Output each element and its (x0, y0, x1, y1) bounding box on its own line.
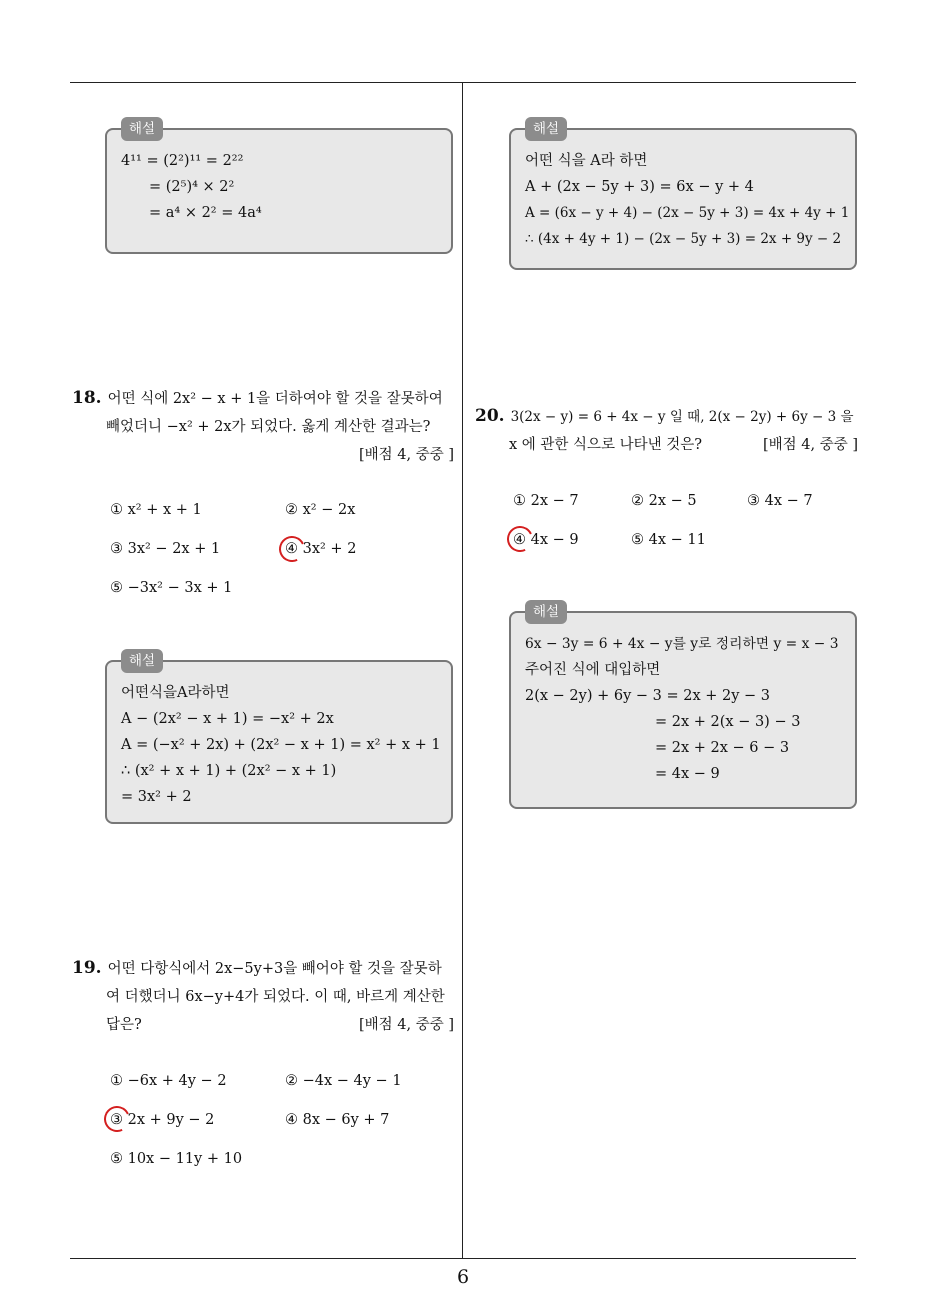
solution-tag: 해설 (525, 600, 567, 624)
choice-3[interactable]: ③ 4x − 7 (747, 493, 813, 509)
choice-5[interactable]: ⑤ 4x − 11 (631, 532, 706, 548)
question-points: [배점 4, 중중 ] (762, 437, 858, 453)
solution-line: A = (6x − y + 4) − (2x − 5y + 3) = 4x + 4y + 1 (525, 205, 850, 221)
solution-box-q19 (509, 121, 857, 270)
solution-line: = 4x − 9 (655, 766, 720, 782)
question-points: [배점 4, 중중 ] (358, 1017, 454, 1033)
question-text: 3(2x − y) = 6 + 4x − y 일 때, 2(x − 2y) + 6y − 3 을 (510, 409, 854, 425)
question-text: 어떤 식에 2x² − x + 1을 더하여야 할 것을 잘못하여 (107, 391, 443, 407)
solution-box-q20 (509, 604, 857, 809)
solution-line: 2(x − 2y) + 6y − 3 = 2x + 2y − 3 (525, 688, 771, 704)
column-divider (462, 83, 463, 1258)
solution-tag: 해설 (121, 117, 163, 141)
answer-circle-mark (503, 522, 536, 555)
question-number: 20. (475, 406, 505, 426)
choice-2[interactable]: ② −4x − 4y − 1 (285, 1073, 402, 1089)
choice-3[interactable]: ③ 2x + 9y − 2 (110, 1112, 215, 1128)
question-18 (72, 384, 454, 469)
solution-line: = 3x² + 2 (121, 789, 192, 805)
solution-line: 어떤 식을 A라 하면 (525, 153, 648, 169)
solution-tag: 해설 (525, 117, 567, 141)
page-number: 6 (456, 1266, 470, 1288)
question-text: 어떤 다항식에서 2x−5y+3을 빼어야 할 것을 잘못하 (107, 961, 442, 977)
solution-line: ∴ (4x + 4y + 1) − (2x − 5y + 3) = 2x + 9y − 2 (525, 231, 842, 247)
question-text: 여 더했더니 6x−y+4가 되었다. 이 때, 바르게 계산한 (106, 989, 445, 1005)
choice-5[interactable]: ⑤ −3x² − 3x + 1 (110, 580, 233, 596)
top-rule (70, 82, 856, 83)
solution-line: 주어진 식에 대입하면 (525, 662, 661, 678)
question-points: [배점 4, 중중 ] (358, 447, 454, 463)
solution-line: ∴ (x² + x + 1) + (2x² − x + 1) (121, 763, 337, 779)
choice-1[interactable]: ① x² + x + 1 (110, 502, 202, 518)
question-19 (72, 954, 454, 1039)
question-text: x 에 관한 식으로 나타낸 것은? (509, 437, 703, 453)
solution-line: = a⁴ × 2² = 4a⁴ (149, 205, 262, 221)
bottom-rule (70, 1258, 856, 1259)
choice-5[interactable]: ⑤ 10x − 11y + 10 (110, 1151, 243, 1167)
solution-line: A + (2x − 5y + 3) = 6x − y + 4 (525, 179, 754, 195)
choice-4[interactable]: ④ 8x − 6y + 7 (285, 1112, 390, 1128)
question-text: 답은? (106, 1017, 142, 1033)
solution-line: A = (−x² + 2x) + (2x² − x + 1) = x² + x + 1 (121, 737, 441, 753)
choice-3[interactable]: ③ 3x² − 2x + 1 (110, 541, 221, 557)
answer-circle-mark (275, 532, 308, 565)
choice-1[interactable]: ① −6x + 4y − 2 (110, 1073, 227, 1089)
question-number: 19. (72, 958, 102, 978)
choice-1[interactable]: ① 2x − 7 (513, 493, 579, 509)
solution-box-q18 (105, 653, 453, 824)
question-number: 18. (72, 388, 102, 408)
question-text: 빼었더니 −x² + 2x가 되었다. 옳게 계산한 결과는? (106, 419, 431, 435)
question-20 (475, 402, 858, 459)
choice-4[interactable]: ④ 3x² + 2 (285, 541, 357, 557)
choice-2[interactable]: ② x² − 2x (285, 502, 356, 518)
choice-4[interactable]: ④ 4x − 9 (513, 532, 579, 548)
solution-box-q17 (105, 121, 453, 254)
solution-line: = 2x + 2x − 6 − 3 (655, 740, 790, 756)
solution-line: 어떤식을A라하면 (121, 685, 230, 701)
answer-circle-mark (100, 1102, 133, 1135)
solution-line: = 2x + 2(x − 3) − 3 (655, 714, 801, 730)
solution-tag: 해설 (121, 649, 163, 673)
solution-line: = (2⁵)⁴ × 2² (149, 179, 235, 195)
solution-line: 6x − 3y = 6 + 4x − y를 y로 정리하면 y = x − 3 (525, 636, 839, 652)
solution-line: A − (2x² − x + 1) = −x² + 2x (121, 711, 334, 727)
solution-line: 4¹¹ = (2²)¹¹ = 2²² (121, 153, 244, 169)
choice-2[interactable]: ② 2x − 5 (631, 493, 697, 509)
